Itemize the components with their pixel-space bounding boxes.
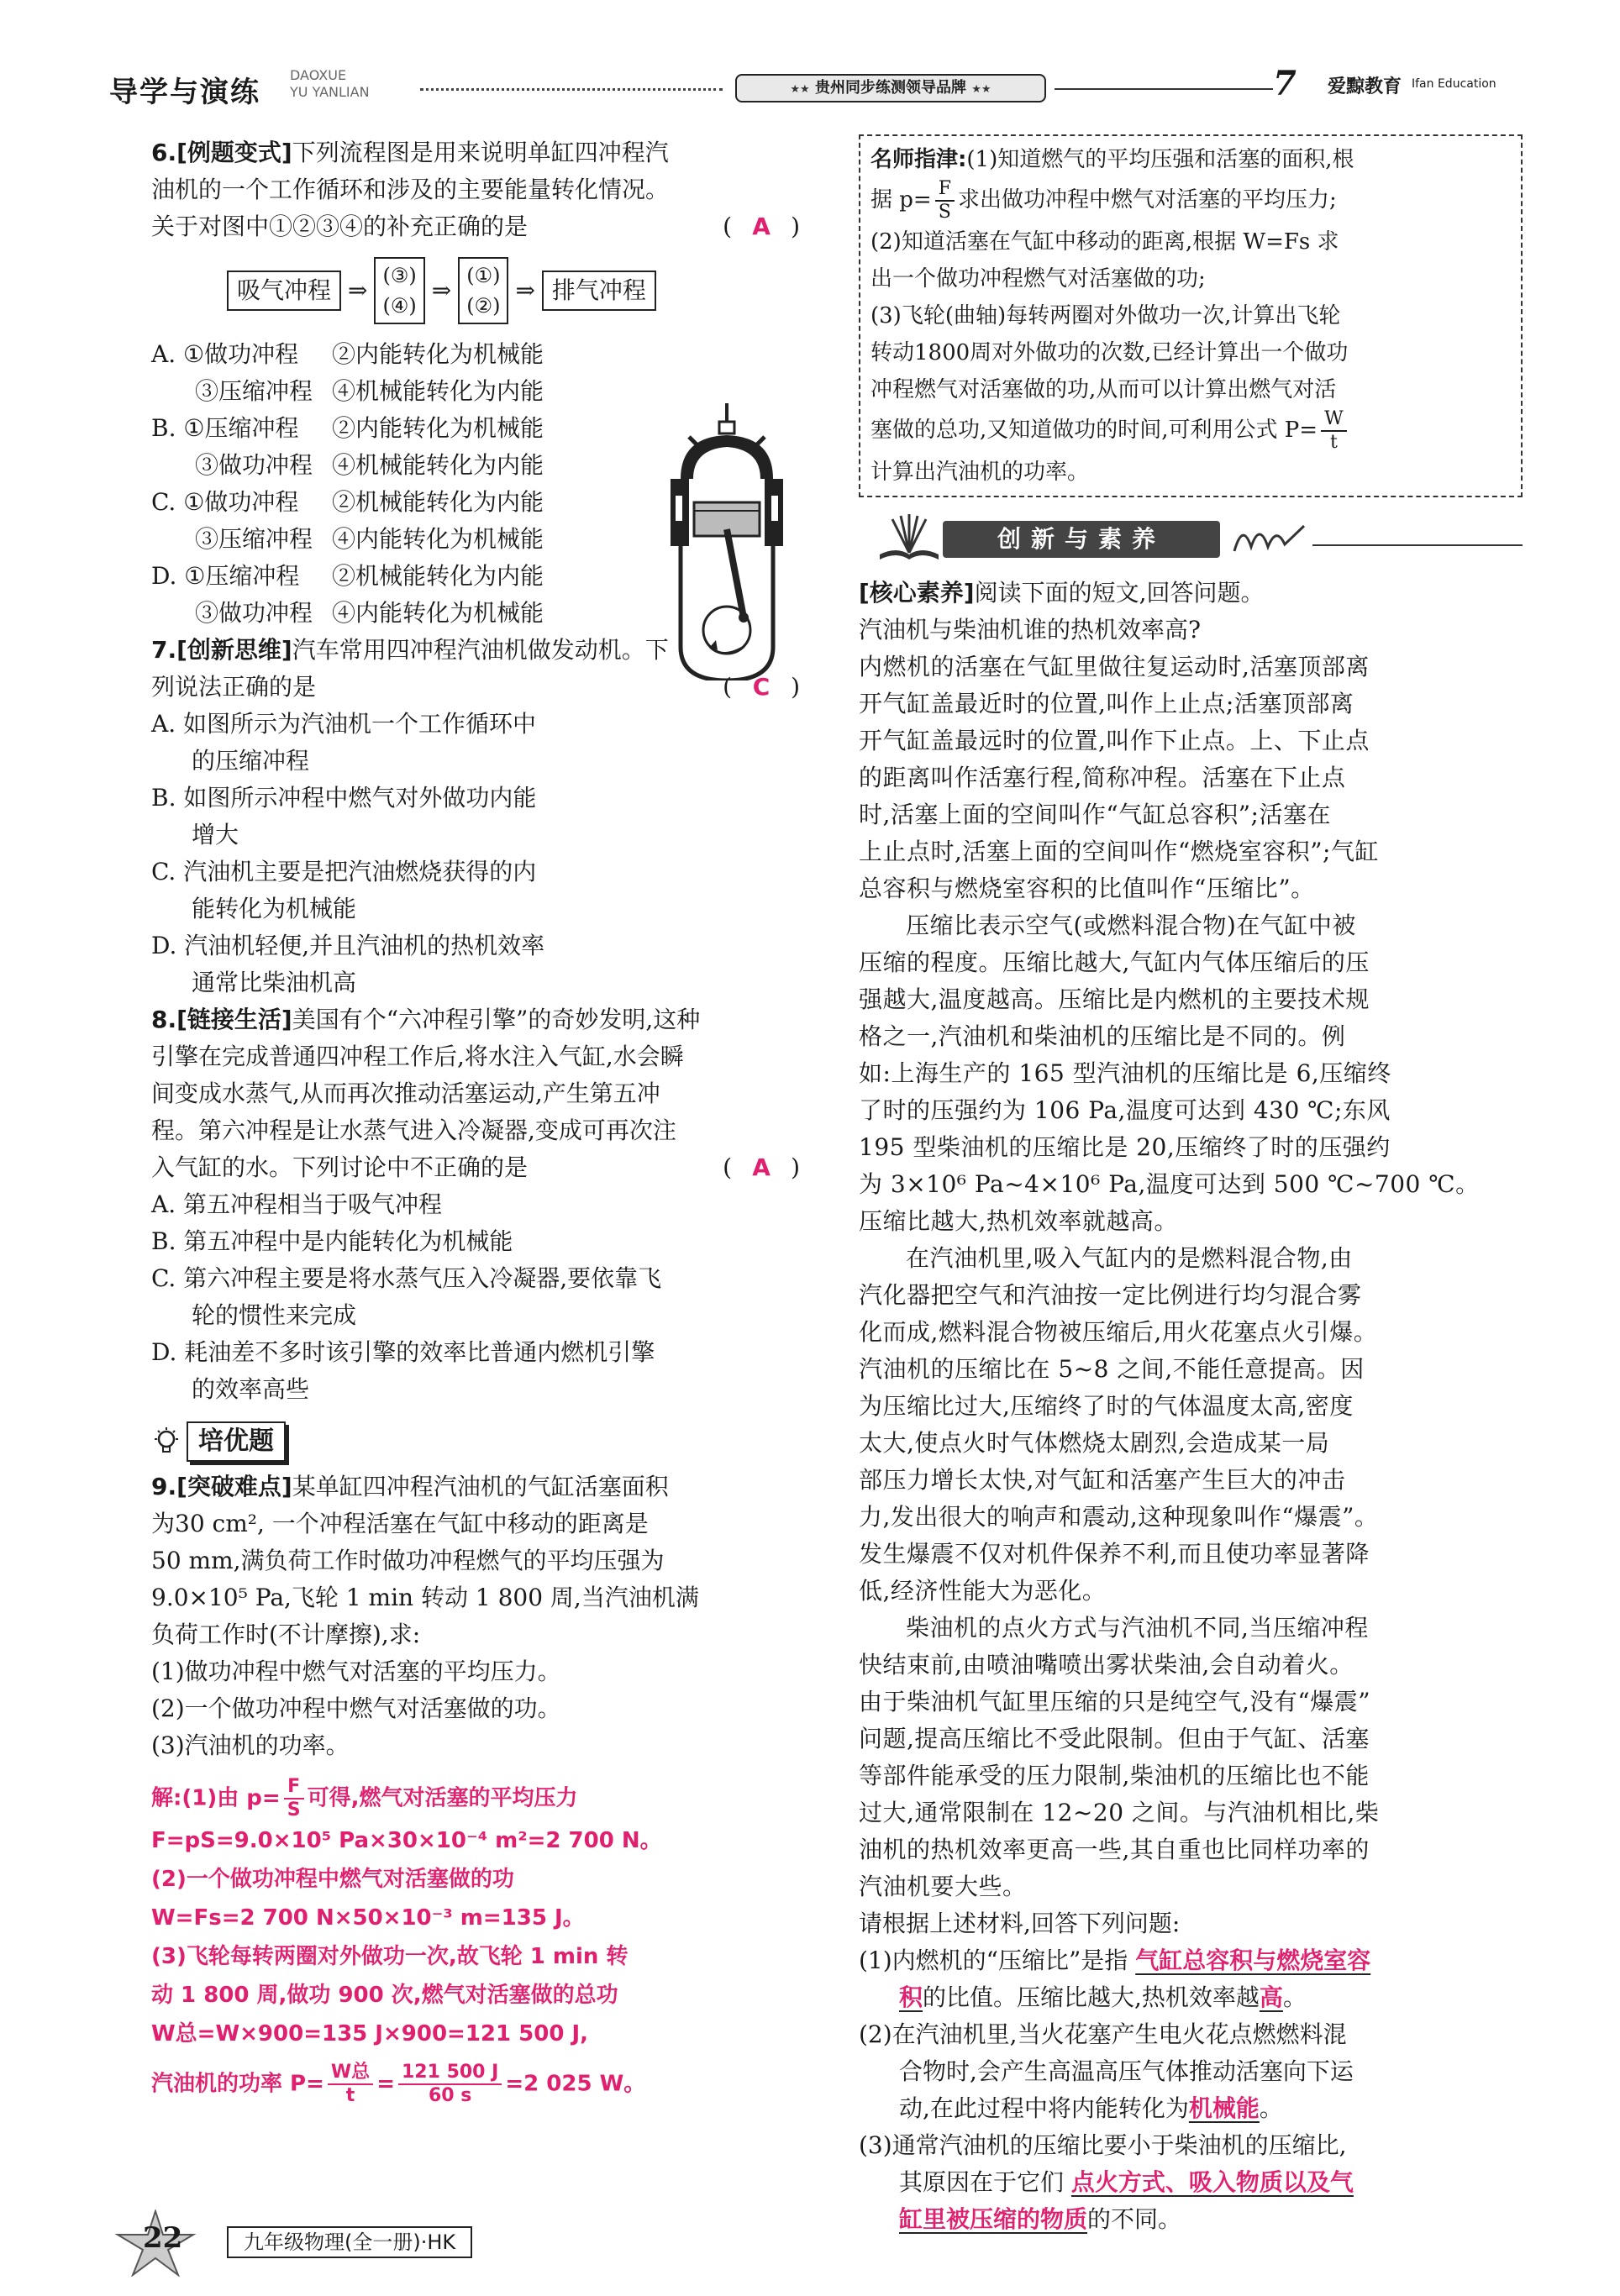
flow-box-pair-2: (①) (②) [458,257,508,324]
option-row: C. ①做功冲程 ②机械能转化为内能 [151,488,544,516]
reading-question-3: (3)通常汽油机的压缩比要小于柴油机的压缩比, 其原因在于它们 点火方式、吸入物质以及气 缸里被压缩的物质的不同。 [859,2131,1354,2233]
arrow-icon: ⇒ [348,276,368,304]
innovation-title: 创新与素养 [943,521,1220,558]
question-text: 下列流程图是用来说明单缸四冲程汽 [292,139,669,166]
answer-slot: ( A ) [723,208,800,245]
option-a-cont: 的压缩冲程 [192,747,310,775]
question-tag: [链接生活] [176,1006,292,1033]
question-tag: [核心素养] [859,579,975,607]
option-b-cont: 增大 [192,821,239,849]
open-book-icon [876,512,943,563]
option-c: C. 汽油机主要是把汽油燃烧获得的内 [151,858,537,885]
answer-fill: 点火方式、吸入物质以及气 [1070,2168,1354,2196]
question-tag: [创新思维] [176,636,292,664]
question-tag: [例题变式] [176,139,292,166]
option-b: B. 如图所示冲程中燃气对外做功内能 [151,784,537,812]
answer-slot: ( C ) [723,669,800,706]
solution-line: (3)飞轮每转两圈对外做功一次,故飞轮 1 min 转 [151,1944,629,1969]
reading-title: 汽油机与柴油机谁的热机效率高? [859,616,1202,644]
option-c-cont: 轮的惯性来完成 [192,1301,357,1329]
option-row: D. ①压缩冲程 ②机械能转化为内能 [151,562,544,590]
answer-fill: 高 [1259,1983,1283,2011]
reading-paragraph-4: 柴油机的点火方式与汽油机不同,当压缩冲程 快结束前,由喷油嘴喷出雾状柴油,会自动着火。 由于柴油机气缸里压缩的只是纯空气,没有“爆震” 问题,提高压缩比不受此限制。但由于气缸、活塞 等部件能承受的压力限制,柴油机的压缩比也不能 过大,通常限制在 12~20 之间。与汽油机相比,柴 油机的热机效率更高一些,其自重也比同样功率的 汽油机要大些。 [859,1614,1380,1900]
solution-line: W=Fs=2 700 N×50×10⁻³ m=135 J。 [151,1905,585,1931]
question-text: 美国有个“六冲程引擎”的奇妙发明,这种 [292,1006,701,1033]
question-text: 关于对图中①②③④的补充正确的是 [151,213,529,240]
question-text: 负荷工作时(不计摩擦),求: [151,1621,421,1648]
option-d-cont: 的效率高些 [192,1375,310,1403]
logo-english: Ifan Education [1412,77,1496,91]
star-icon: ★★ [971,83,991,96]
header-banner [735,74,1046,102]
fraction: $\frac{F}{S}$ [935,178,955,223]
brand-title: 导学与演练 [109,76,260,109]
tip-line: (2)知道活塞在气缸中移动的距离,根据 W=Fs 求 [870,229,1339,255]
flow-box-exhaust: 排气冲程 [542,271,656,311]
solution-line: 动 1 800 周,做功 900 次,燃气对活塞做的总功 [151,1983,618,2008]
banner-rule [1312,544,1523,546]
reading-question-1: (1)内燃机的“压缩比”是指 气缸总容积与燃烧室容 积的比值。压缩比越大,热机效率越高。 [859,1947,1371,2011]
solution: 解:(1)由 p= $\frac{F}{S}$ 可得,燃气对活塞的平均压力 F=pS=9.0×10⁵ Pa×30×10⁻⁴ m²=2 700 N。 (2)一个做功冲程中燃气对活塞做的功 W=Fs=2 700 N×50×10⁻³ m=135 J。 (3)飞轮每转两圈对外做功一次,故飞轮 1 min 转 动 1 800 周,做功 900 次,燃气对活塞做的总功 W总=W×900=135 J×900=121 500 J, 汽油机的功率 P= $\frac{\text{W总}}{t}$ = $\frac{121 500 J}{60 s}$ =2 025 W。 [151,1776,807,2107]
section-badge [151,1421,286,1462]
option-a: A. 如图所示为汽油机一个工作循环中 [151,710,537,738]
section-title: 培优题 [187,1421,286,1462]
header-divider [420,88,723,91]
flow-box-pair-1: (③) (④) [374,257,424,324]
answer-fill: 机械能 [1188,2094,1260,2122]
question-text: 间变成水蒸气,从而再次推动活塞运动,产生第五冲 [151,1080,660,1107]
reading-ask: 请根据上述材料,回答下列问题: [859,1910,1181,1937]
brand-subtitle [290,67,370,101]
option-row: ③做功冲程 ④机械能转化为内能 [195,451,544,479]
option-row: ③做功冲程 ④内能转化为机械能 [195,599,544,627]
question-text: 汽车常用四冲程汽油机做发动机。下 [292,636,669,664]
lightbulb-icon [151,1426,181,1457]
answer-fill: 积 [899,1983,923,2011]
logo-text: 爱黥教育 [1328,76,1402,97]
flowchart [227,257,807,324]
brand-subtitle-line-2: YU YANLIAN [290,84,370,100]
question-text: 引擎在完成普通四冲程工作后,将水注入气缸,水会瞬 [151,1043,684,1070]
answer-fill: 缸里被压缩的物质 [899,2205,1088,2233]
right-column [859,134,1531,2238]
question-tag: [突破难点] [176,1473,292,1500]
fraction: $\frac{F}{S}$ [284,1776,304,1821]
option-d-cont: 通常比柴油机高 [192,969,357,996]
tip-line: 冲程燃气对活塞做的功,从而可以计算出燃气对活 [870,377,1337,402]
question-text: 程。第六冲程是让水蒸气进入冷凝器,变成可再次注 [151,1116,676,1144]
question-text: 某单缸四冲程汽油机的气缸活塞面积 [292,1473,669,1500]
reading-paragraph-2: 压缩比表示空气(或燃料混合物)在气缸中被 压缩的程度。压缩比越大,气缸内气体压缩后的压 强越大,温度越高。压缩比是内燃机的主要技术规 格之一,汽油机和柴油机的压缩比是不同的。例 如:上海生产的 165 型汽油机的压缩比是 6,压缩终 了时的压强约为 106 Pa,温度可达到 430 ℃;东风 195 型柴油机的压缩比是 20,压缩终了时的压强约 为 3×10⁶ Pa~4×10⁶ Pa,温度可达到 500 ℃~700 ℃。 压缩比越大,热机效率就越高。 [859,912,1480,1235]
question-number: 7. [151,636,177,664]
option-c: C. 第六冲程主要是将水蒸气压入冷凝器,要依靠飞 [151,1264,662,1292]
tip-line: (3)飞轮(曲轴)每转两圈对外做功一次,计算出飞轮 [870,303,1341,328]
engine-cylinder-diagram [664,403,790,680]
tip-line: 出一个做功冲程燃气对活塞做的功; [870,266,1206,292]
question-number: 8. [151,1006,177,1033]
question-9 [151,1468,807,2107]
arrow-icon: ⇒ [515,276,535,304]
answer-fill: 气缸总容积与燃烧室容 [1135,1947,1371,1974]
page-header [109,59,1504,109]
question-8 [151,1001,807,1408]
footer-label: 九年级物理(全一册)·HK [227,2226,472,2258]
wave-decoration-icon [1233,518,1308,560]
option-row: ③压缩冲程 ④机械能转化为内能 [195,377,544,405]
question-part: (1)做功冲程中燃气对活塞的平均压力。 [151,1658,561,1685]
solution-line: (2)一个做功冲程中燃气对活塞做的功 [151,1867,514,1892]
reading-paragraph-3: 在汽油机里,吸入气缸内的是燃料混合物,由 汽化器把空气和汽油按一定比例进行均匀混合雾 化而成,燃料混合物被压缩后,用火花塞点火引爆。 汽油机的压缩比在 5~8 之间,不能任意提高。因 为压缩比过大,压缩终了时的气体温度太高,密度 太大,使点火时气体燃烧太剧烈,会造成某一局 部压力增长太快,对气缸和活塞产生巨大的冲击 力,发出很大的响声和震动,这种现象叫作“爆震”。 发生爆震不仅对机件保养不利,而且使功率显著降 低,经济性能大为恶化。 [859,1244,1379,1605]
answer-value: C [752,673,771,701]
question-text: 列说法正确的是 [151,673,317,701]
question-text: 油机的一个工作循环和涉及的主要能量转化情况。 [151,176,670,203]
logo-icon: 7 [1273,64,1297,103]
solution-line: W总=W×900=135 J×900=121 500 J, [151,2021,589,2046]
option-row: A. ①做功冲程 ②内能转化为机械能 [151,340,544,368]
teacher-tip-box: 名师指津:(1)知道燃气的平均压强和活塞的面积,根 据 p= $\frac{F}{S}$ 求出做功冲程中燃气对活塞的平均压力; (2)知道活塞在气缸中移动的距离,根据 W=Fs 求 出一个做功冲程燃气对活塞做的功; (3)飞轮(曲轴)每转两圈对外做功一次,计算出飞轮 转动1800周对外做功的次数,已经计算出一个做功 冲程燃气对活塞做的功,从而可以计算出燃气对活 塞做的总功,又知道做功的时间,可利用公式 P= $\frac{W}{t}$ 计算出汽油机的功率。 [859,134,1523,497]
fraction: $\frac{121 500 J}{60 s}$ [398,2062,502,2107]
flow-box-intake: 吸气冲程 [227,271,341,311]
question-part: (3)汽油机的功率。 [151,1731,350,1759]
question-number: 6. [151,139,177,166]
question-text: 为30 cm², 一个冲程活塞在气缸中移动的距离是 [151,1510,649,1537]
reading-section: [核心素养]阅读下面的短文,回答问题。 汽油机与柴油机谁的热机效率高? 内燃机的活塞在气缸里做往复运动时,活塞顶部离 开气缸盖最近时的位置,叫作上止点;活塞顶部离 开气缸盖最远时的位置,叫作下止点。上、下止点 的距离叫作活塞行程,简称冲程。活塞在下止点 时,活塞上面的空间叫作“气缸总容积”;活塞在 上止点时,活塞上面的空间叫作“燃烧室容积”;气缸 总容积与燃烧室容积的比值叫作“压缩比”。 压缩比表示空气(或燃料混合物)在气缸中被 压缩的程度。压缩比越大,气缸内气体压缩后的压 强越大,温度越高。压缩比是内燃机的主要技术规 格之一,汽油机和柴油机的压缩比是不同的。例 如:上海生产的 165 型汽油机的压缩比是 6,压缩终 了时的压强约为 106 Pa,温度可达到 430 ℃;东风 195 型柴油机的压缩比是 20,压缩终了时的压强约 为 3×10⁶ Pa~4×10⁶ Pa,温度可达到 500 ℃~700 ℃。 压缩比越大,热机效率就越高。 在汽油机里,吸入气缸内的是燃料混合物,由 汽化器把空气和汽油按一定比例进行均匀混合雾 化而成,燃料混合物被压缩后,用火花塞点火引爆。 汽油机的压缩比在 5~8 之间,不能任意提高。因 为压缩比过大,压缩终了时的气体温度太高,密度 太大,使点火时气体燃烧太剧烈,会造成某一局 部压力增长太快,对气缸和活塞产生巨大的冲击 力,发出很大的响声和震动,这种现象叫作“爆震”。 发生爆震不仅对机件保养不利,而且使功率显著降 低,经济性能大为恶化。 柴油机的点火方式与汽油机不同,当压缩冲程 快结束前,由喷油嘴喷出雾状柴油,会自动着火。 由于柴油机气缸里压缩的只是纯空气,没有“爆震” 问题,提高压缩比不受此限制。但由于气缸、活塞 等部件能承受的压力限制,柴油机的压缩比也不能 过大,通常限制在 12~20 之间。与汽油机相比,柴 油机的热机效率更高一些,其自重也比同样功率的 汽油机要大些。 请根据上述材料,回答下列问题: (1)内燃机的“压缩比”是指 气缸总容积与燃烧室容 积的比值。压缩比越大,热机效率越高。 (2)在汽油机里,当火花塞产生电火花点燃燃料混 合物时,会产生高温高压气体推动活塞向下运 动,在此过程中将内能转化为机械能。 (3)通常汽油机的压缩比要小于柴油机的压缩比, 其原因在于它们 点火方式、吸入物质以及气 缸里被压缩的物质的不同。 [859,575,1531,2238]
answer-value: A [752,213,771,240]
option-a: A. 第五冲程相当于吸气冲程 [151,1190,443,1218]
tip-line: 转动1800周对外做功的次数,已经计算出一个做功 [870,340,1349,365]
page-number: 22 [143,2221,183,2255]
fraction: $\frac{\text{W总}}{t}$ [328,2062,373,2107]
reading-paragraph-1: 内燃机的活塞在气缸里做往复运动时,活塞顶部离 开气缸盖最近时的位置,叫作上止点;活塞顶部离 开气缸盖最远时的位置,叫作下止点。上、下止点 的距离叫作活塞行程,简称冲程。活塞在下止点 时,活塞上面的空间叫作“气缸总容积”;活塞在 上止点时,活塞上面的空间叫作“燃烧室容积”;气缸 总容积与燃烧室容积的比值叫作“压缩比”。 [859,653,1379,902]
fraction: $\frac{W}{t}$ [1321,408,1347,454]
question-part: (2)一个做功冲程中燃气对活塞做的功。 [151,1694,561,1722]
star-icon: ★★ [790,83,810,96]
question-text: 9.0×10⁵ Pa,飞轮 1 min 转动 1 800 周,当汽油机满 [151,1584,699,1611]
reading-question-2: (2)在汽油机里,当火花塞产生电火花点燃燃料混 合物时,会产生高温高压气体推动活塞向下运 动,在此过程中将内能转化为机械能。 [859,2020,1354,2122]
option-d: D. 汽油机轻便,并且汽油机的热机效率 [151,932,545,959]
brand-subtitle-line-1: DAOXUE [290,67,347,83]
question-7 [151,632,807,1001]
question-text: 50 mm,满负荷工作时做功冲程燃气的平均压强为 [151,1547,665,1574]
option-row: B. ①压缩冲程 ②内能转化为机械能 [151,414,544,442]
answer-slot: ( A ) [723,1149,800,1186]
tip-title: 名师指津: [870,147,967,172]
solution-line: F=pS=9.0×10⁵ Pa×30×10⁻⁴ m²=2 700 N。 [151,1828,662,1853]
answer-value: A [752,1153,771,1181]
option-c-cont: 能转化为机械能 [192,895,357,922]
question-text: 入气缸的水。下列讨论中不正确的是 [151,1153,529,1181]
innovation-banner [859,512,1531,566]
option-b: B. 第五冲程中是内能转化为机械能 [151,1227,513,1255]
header-banner-text: 贵州同步练测领导品牌 [815,79,966,97]
page-footer [109,2218,697,2268]
option-d: D. 耗油差不多时该引擎的效率比普通内燃机引擎 [151,1338,655,1366]
option-row: ③压缩冲程 ④内能转化为机械能 [195,525,544,553]
arrow-icon: ⇒ [431,276,452,304]
tip-line: 计算出汽油机的功率。 [870,460,1090,485]
header-rule [1055,88,1273,90]
question-number: 9. [151,1473,177,1500]
